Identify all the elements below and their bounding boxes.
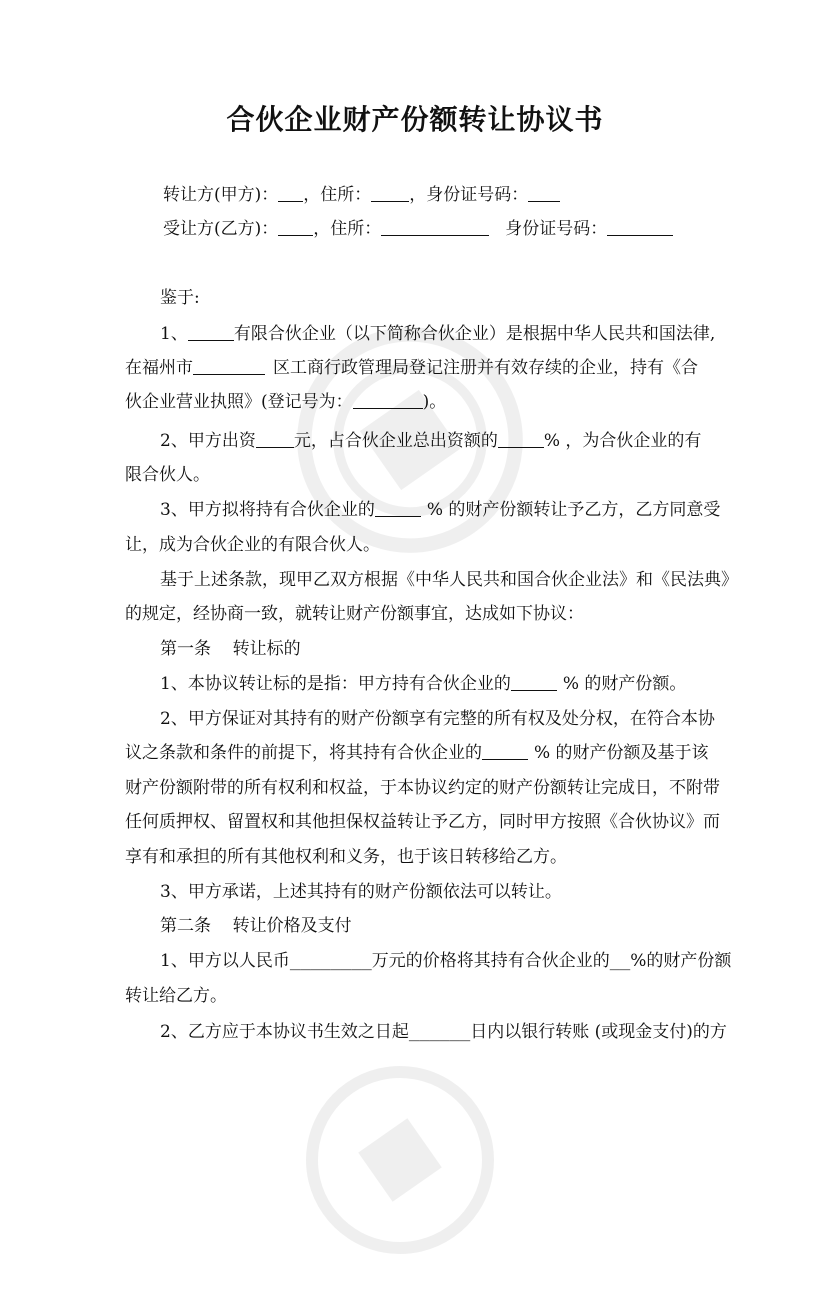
- article-1-clause-1: [160, 672, 686, 696]
- article-2-heading: 第二条 转让价格及支付: [160, 916, 352, 936]
- text: 在福州市: [125, 358, 193, 378]
- text: 2、甲方出资: [160, 431, 256, 451]
- article-2-clause-2: [160, 1020, 727, 1044]
- text: % ，为合伙企业的有: [543, 431, 702, 451]
- blank: [528, 183, 560, 202]
- text: 区工商行政管理局登记注册并有效存续的企业，持有《合: [273, 358, 698, 378]
- recital-3-line: [160, 498, 720, 522]
- blank: [381, 217, 489, 236]
- blank: [511, 672, 557, 691]
- party-b-label: 受让方(乙方)：: [163, 219, 279, 239]
- recital-1-line: [125, 390, 446, 414]
- text: 元，占合伙企业总出资额的: [293, 431, 498, 451]
- recital-2-line: 限合伙人。: [125, 465, 210, 485]
- party-a-label: 转让方(甲方)：: [163, 185, 279, 205]
- blank: [607, 217, 673, 236]
- party-a-line: [163, 183, 560, 207]
- blank: [498, 429, 544, 448]
- text: 2、乙方应于本协议书生效之日起: [160, 1022, 409, 1042]
- basis-line: 的规定，经协商一致，就转让财产份额事宜，达成如下协议：: [125, 604, 584, 624]
- text: 议之条款和条件的前提下，将其持有合伙企业的: [125, 743, 482, 763]
- underline-blank: ________: [289, 951, 372, 971]
- whereas-heading: 鉴于:: [160, 288, 200, 308]
- blank: [193, 356, 265, 375]
- article-1-clause-2: 享有和承担的所有其他权利和义务，也于该日转移给乙方。: [125, 847, 567, 867]
- blank: [278, 183, 303, 202]
- text: 有限合伙企业（以下简称合伙企业）是根据中华人民共和国法律,: [233, 324, 716, 344]
- blank: [371, 183, 409, 202]
- blank: [256, 429, 294, 448]
- article-1-clause-2: 财产份额附带的所有权利和权益，于本协议约定的财产份额转让完成日，不附带: [125, 778, 720, 798]
- article-2-clause-1: 转让给乙方。: [125, 986, 227, 1006]
- blank: [353, 390, 423, 409]
- article-1-clause-3: 3、甲方承诺，上述其持有的财产份额依法可以转让。: [160, 882, 562, 902]
- party-b-address-label: ，住所：: [313, 219, 382, 239]
- recital-1-line: [160, 322, 715, 346]
- text: % 的财产份额转让予乙方，乙方同意受: [426, 500, 721, 520]
- recital-3-line: 让，成为合伙企业的有限合伙人。: [125, 535, 380, 555]
- text: 1、甲方以人民币: [160, 951, 290, 971]
- watermark-logo: [261, 1021, 540, 1299]
- text: %的财产份额: [630, 951, 732, 971]
- text: 1、本协议转让标的是指：甲方持有合伙企业的: [160, 674, 511, 694]
- text: 3、甲方拟将持有合伙企业的: [160, 500, 375, 520]
- text: 伙企业营业执照》(登记号为：: [125, 392, 353, 412]
- article-1-heading: 第一条 转让标的: [160, 639, 301, 659]
- underline-blank: ______: [408, 1022, 471, 1042]
- blank: [278, 217, 313, 236]
- blank: [375, 498, 421, 517]
- party-a-address-label: ，住所：: [303, 185, 372, 205]
- party-a-id-label: ，身份证号码：: [409, 185, 529, 205]
- text: 1、: [160, 324, 188, 344]
- recital-1-line: [125, 356, 698, 380]
- recital-2-line: [160, 429, 701, 453]
- text: 万元的价格将其持有合伙企业的: [371, 951, 610, 971]
- text: % 的财产份额及基于该: [534, 743, 709, 763]
- document-title: 合伙企业财产份额转让协议书: [226, 103, 604, 136]
- blank: [482, 741, 528, 760]
- basis-line: 基于上述条款，现甲乙双方根据《中华人民共和国合伙企业法》和《民法典》: [160, 570, 738, 590]
- article-2-clause-1: [160, 949, 731, 973]
- party-b-id-label: 身份证号码：: [505, 219, 608, 239]
- party-b-line: [163, 217, 673, 241]
- article-1-clause-2: [125, 741, 709, 765]
- article-1-clause-2: 2、甲方保证对其持有的财产份额享有完整的所有权及处分权，在符合本协: [160, 709, 715, 729]
- article-1-clause-2: 任何质押权、留置权和其他担保权益转让予乙方，同时甲方按照《合伙协议》而: [125, 812, 720, 832]
- text: )。: [422, 392, 447, 412]
- blank: [188, 322, 234, 341]
- text: 日内以银行转账 (或现金支付)的方: [470, 1022, 727, 1042]
- underline-blank: __: [609, 951, 631, 971]
- text: % 的财产份额。: [562, 674, 687, 694]
